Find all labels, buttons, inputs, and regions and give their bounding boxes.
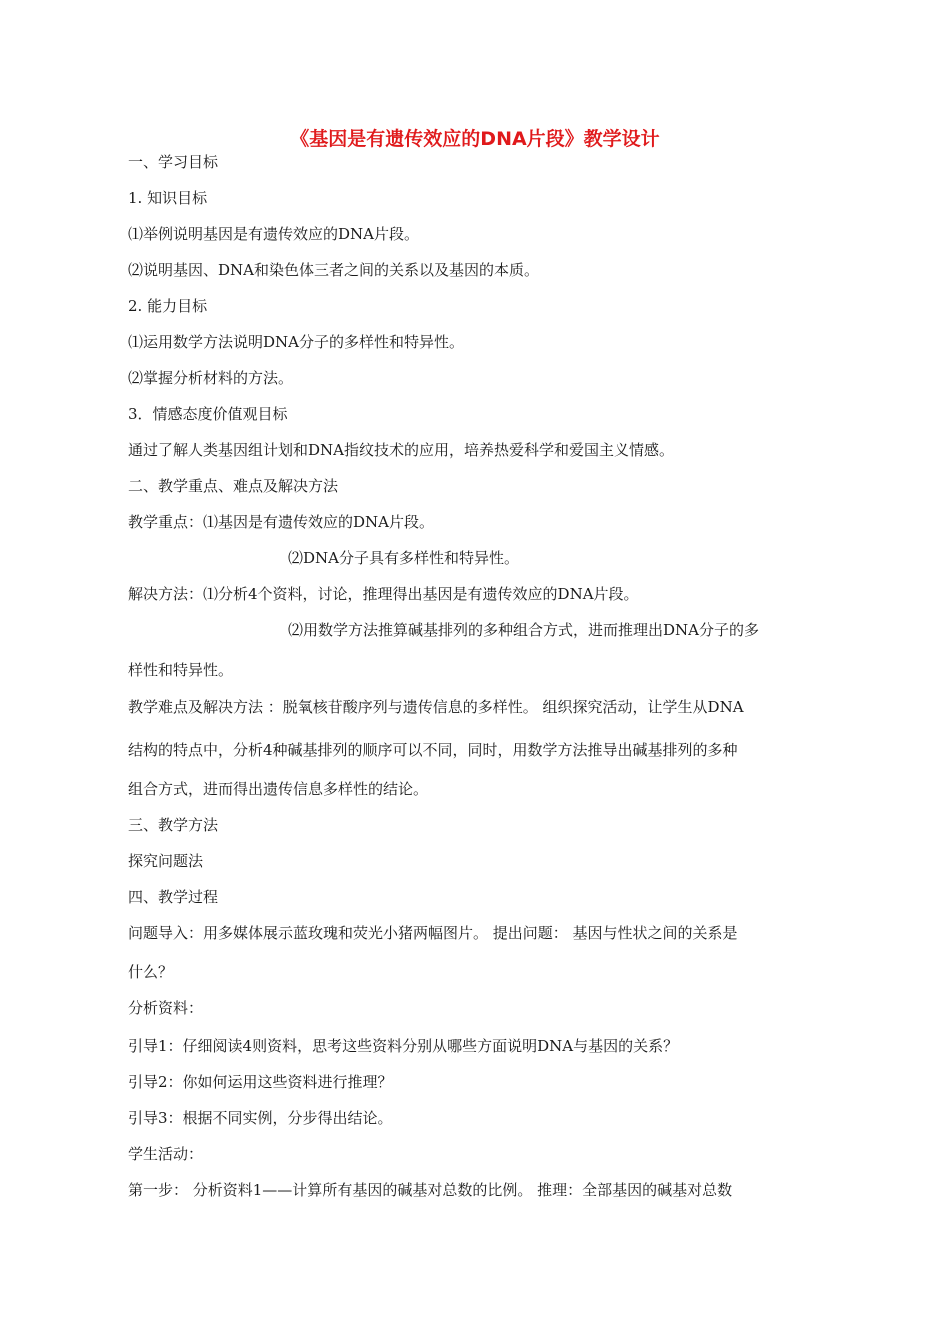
text-line: 第一步： 分析资料1——计算所有基因的碱基对总数的比例。 推理：全部基因的碱基对总数	[128, 1181, 733, 1199]
text-line: ⑵说明基因、DNA和染色体三者之间的关系以及基因的本质。	[128, 261, 539, 279]
document-title: 《基因是有遗传效应的DNA片段》教学设计	[290, 128, 660, 150]
text-line: 教学重点：⑴基因是有遗传效应的DNA片段。	[128, 513, 434, 531]
text-line: 探究问题法	[128, 852, 204, 870]
text-line: ⑵掌握分析材料的方法。	[128, 369, 294, 387]
subheading-knowledge: 1. 知识目标	[128, 189, 208, 207]
text-line: 分析资料：	[128, 999, 204, 1017]
subheading-emotion: 3．情感态度价值观目标	[128, 405, 288, 423]
text-line: ⑴举例说明基因是有遗传效应的DNA片段。	[128, 225, 419, 243]
text-line: 什么？	[128, 963, 174, 981]
text-line: 问题导入：用多媒体展示蓝玫瑰和荧光小猪两幅图片。 提出问题： 基因与性状之间的关系是	[128, 924, 738, 942]
text-line: 引导3：根据不同实例，分步得出结论。	[128, 1109, 393, 1127]
text-line: 组合方式，进而得出遗传信息多样性的结论。	[128, 780, 429, 798]
section-heading-3: 三、教学方法	[128, 816, 219, 834]
text-line: ⑵用数学方法推算碱基排列的多种组合方式，进而推理出DNA分子的多	[288, 621, 759, 639]
text-line: 引导1：仔细阅读4则资料，思考这些资料分别从哪些方面说明DNA与基因的关系？	[128, 1037, 679, 1055]
section-heading-2: 二、教学重点、难点及解决方法	[128, 477, 339, 495]
text-line: ⑴运用数学方法说明DNA分子的多样性和特异性。	[128, 333, 464, 351]
text-line: 通过了解人类基因组计划和DNA指纹技术的应用，培养热爱科学和爱国主义情感。	[128, 441, 674, 459]
text-line: 引导2：你如何运用这些资料进行推理？	[128, 1073, 393, 1091]
text-line: 学生活动：	[128, 1145, 204, 1163]
subheading-ability: 2. 能力目标	[128, 297, 208, 315]
text-line: 教学难点及解决方法 ：脱氧核苷酸序列与遗传信息的多样性。 组织探究活动，让学生从DNA	[128, 698, 744, 716]
text-line: ⑵DNA分子具有多样性和特异性。	[288, 549, 519, 567]
section-heading-4: 四、教学过程	[128, 888, 219, 906]
text-line: 结构的特点中，分析4种碱基排列的顺序可以不同，同时，用数学方法推导出碱基排列的多种	[128, 741, 738, 759]
text-line: 解决方法：⑴分析4个资料，讨论，推理得出基因是有遗传效应的DNA片段。	[128, 585, 639, 603]
section-heading-1: 一、学习目标	[128, 153, 219, 171]
text-line: 样性和特异性。	[128, 661, 234, 679]
